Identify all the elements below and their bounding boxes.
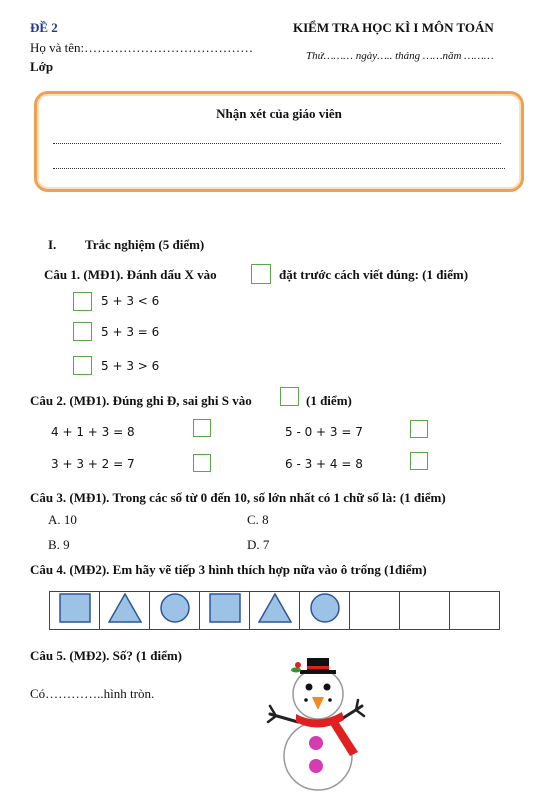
square-icon: [58, 593, 92, 623]
q2-answer-box[interactable]: [410, 452, 428, 470]
q1-prompt: Câu 1. (MĐ1). Đánh dấu X vào: [44, 267, 217, 282]
shape-cell: [150, 592, 200, 630]
snowman-eye: [306, 684, 313, 691]
snowman-button: [309, 736, 323, 750]
section-number: I.: [48, 237, 57, 252]
shape-cell: [200, 592, 250, 630]
shape-cell: [50, 592, 100, 630]
q2-item-text: 4 + 1 + 3 = 8: [51, 425, 135, 439]
shape-cell: [300, 592, 350, 630]
class-label: Lớp: [30, 59, 54, 74]
date-line: Thứ……… ngày….. tháng ……năm ………: [306, 50, 494, 62]
q2-item-text: 3 + 3 + 2 = 7: [51, 457, 135, 471]
snowman-mouth-dot: [328, 698, 332, 702]
empty-answer-cell[interactable]: [450, 592, 500, 630]
triangle-icon: [107, 592, 143, 624]
q2-answer-box[interactable]: [193, 419, 211, 437]
triangle-icon: [257, 592, 293, 624]
checkbox-sample-icon: [280, 387, 299, 406]
snowman-eye: [324, 684, 331, 691]
q3-option-a[interactable]: A. 10: [48, 512, 77, 527]
shape-sequence-table: [49, 591, 500, 630]
q2-prompt: Câu 2. (MĐ1). Đúng ghi Đ, sai ghi S vào: [30, 393, 252, 408]
q1-option-text: 5 + 3 = 6: [101, 325, 160, 339]
q3-prompt: Câu 3. (MĐ1). Trong các số từ 0 đến 10, số lớn nhất có 1 chữ số là: (1 điểm): [30, 490, 446, 505]
q3-option-d[interactable]: D. 7: [247, 537, 270, 552]
q2-item-text: 6 - 3 + 4 = 8: [285, 457, 363, 471]
student-name-field[interactable]: Họ và tên:…………………………………: [30, 40, 254, 55]
q5-answer-line[interactable]: Có…………..hình tròn.: [30, 686, 155, 701]
snowman-hat-band: [307, 666, 329, 669]
snowman-left-arm-twig: [268, 716, 276, 722]
q2-answer-box[interactable]: [410, 420, 428, 438]
shape-cell: [250, 592, 300, 630]
q2-prompt-tail: (1 điểm): [306, 393, 352, 408]
snowman-mouth-dot: [304, 698, 308, 702]
square-icon: [208, 593, 242, 623]
q2-answer-box[interactable]: [193, 454, 211, 472]
circle-icon: [159, 592, 191, 624]
snowman-hat-top: [307, 658, 329, 671]
q1-option-text: 5 + 3 < 6: [101, 294, 160, 308]
checkbox-sample-icon: [251, 264, 271, 284]
holly-berry-icon: [295, 662, 301, 668]
q1-option-text: 5 + 3 > 6: [101, 359, 160, 373]
section-heading: Trắc nghiệm (5 điểm): [85, 237, 205, 252]
snowman-button: [309, 759, 323, 773]
q1-option-checkbox[interactable]: [73, 356, 92, 375]
comment-line[interactable]: [53, 143, 501, 144]
snowman-illustration: [262, 656, 374, 793]
q3-option-b[interactable]: B. 9: [48, 537, 70, 552]
q3-option-c[interactable]: C. 8: [247, 512, 269, 527]
teacher-comment-box: [34, 91, 524, 192]
snowman-head: [293, 669, 343, 719]
q1-option-checkbox[interactable]: [73, 292, 92, 311]
q4-prompt: Câu 4. (MĐ2). Em hãy vẽ tiếp 3 hình thích hợp nữa vào ô trống (1điểm): [30, 562, 427, 577]
q2-item-text: 5 - 0 + 3 = 7: [285, 425, 363, 439]
exam-code: ĐỀ 2: [30, 20, 58, 35]
holly-leaf-icon: [291, 668, 301, 673]
shape-cell: [100, 592, 150, 630]
empty-answer-cell[interactable]: [350, 592, 400, 630]
exam-title: KIỂM TRA HỌC KÌ I MÔN TOÁN: [293, 20, 494, 35]
teacher-comment-title: Nhận xét của giáo viên: [216, 106, 342, 121]
comment-line[interactable]: [53, 168, 505, 169]
q1-prompt-tail: đặt trước cách viết đúng: (1 điểm): [279, 267, 469, 282]
q1-option-checkbox[interactable]: [73, 322, 92, 341]
snowman-right-arm-twig: [356, 710, 364, 716]
circle-icon: [309, 592, 341, 624]
q5-prompt: Câu 5. (MĐ2). Số? (1 điểm): [30, 648, 183, 663]
empty-answer-cell[interactable]: [400, 592, 450, 630]
